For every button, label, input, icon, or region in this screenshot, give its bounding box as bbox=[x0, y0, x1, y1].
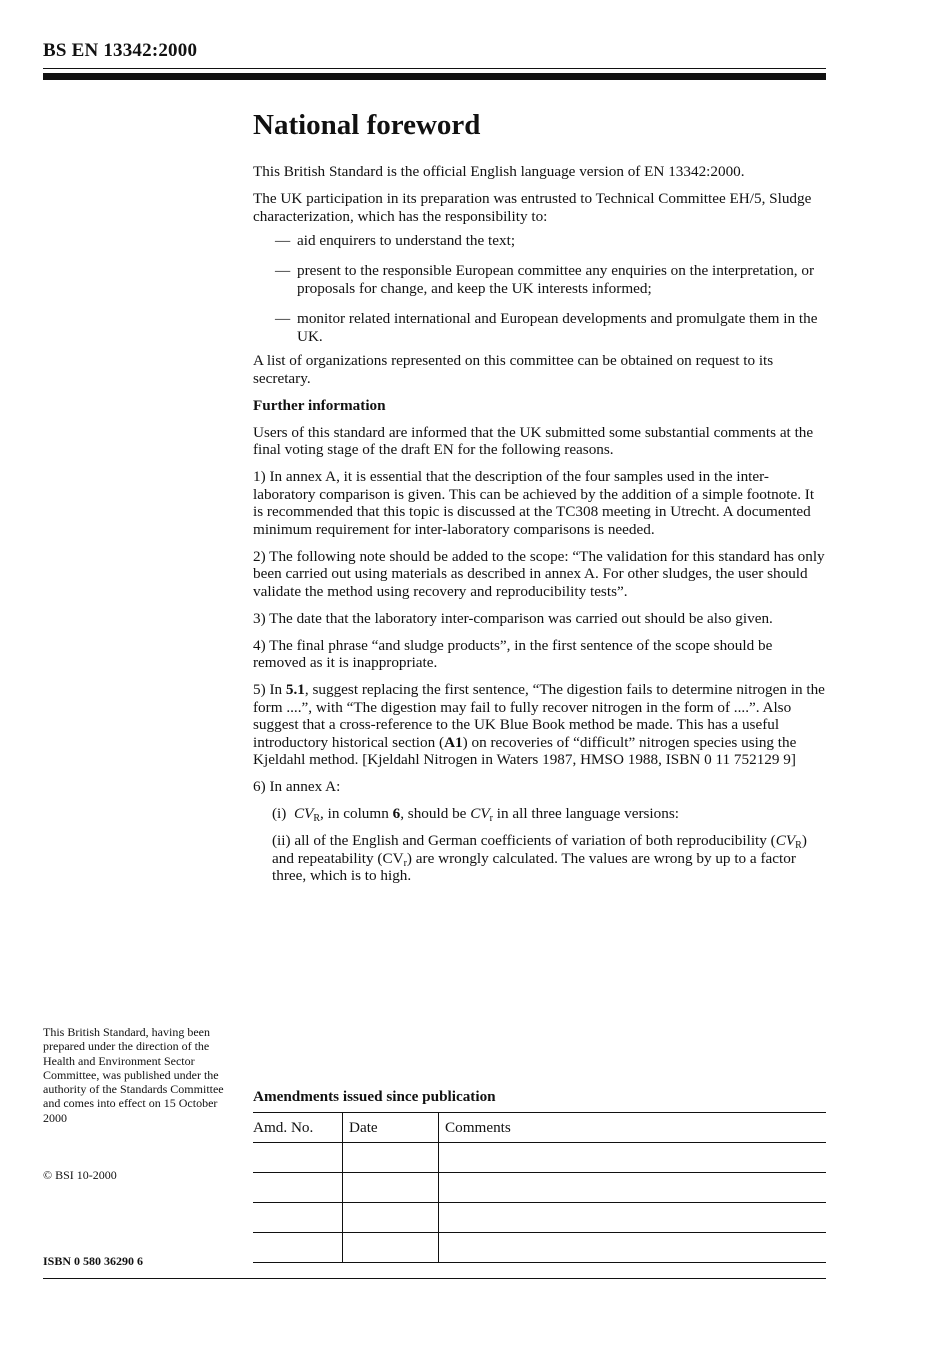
point-2: 2) The following note should be added to the scope: “The validation for this standard has only been carried out using materials as described in annex A. For other sludges, the user should validate the method using recovery and reproducibility tests”. bbox=[253, 547, 825, 600]
point-1: 1) In annex A, it is essential that the description of the four samples used in the inter-laboratory comparison is given. This can be achieved by the addition of a simple footnote. It is recommended that this topic is discussed at the TC308 meeting in Utrecht. A documented minimum requirement for inter-laboratory comparisons is needed. bbox=[253, 468, 815, 538]
further-information-heading: Further information bbox=[253, 396, 386, 414]
table-row bbox=[253, 1233, 826, 1263]
publication-note: This British Standard, having been prepared under the direction of the Health and Environment Sector Committee, was published under the authority of the Standards Committee and comes into effect on 15 October 2000 bbox=[43, 1025, 224, 1125]
footer-rule bbox=[43, 1278, 826, 1279]
list-item: — present to the responsible European committee any enquiries on the interpretation, or proposals for change, and keep the UK interests informed; bbox=[275, 262, 815, 297]
main-content bbox=[253, 108, 827, 894]
point-3: 3) The date that the laboratory inter-comparison was carried out should be also given. bbox=[253, 609, 773, 627]
document-code: BS EN 13342:2000 bbox=[43, 40, 198, 61]
column-header-amd-no: Amd. No. bbox=[253, 1113, 343, 1143]
participation-paragraph: The UK participation in its preparation was entrusted to Technical Committee EH/5, Sludge characterization, which has the responsibility to: bbox=[253, 190, 812, 225]
header-rule-thin bbox=[43, 68, 826, 69]
amendments-heading: Amendments issued since publication bbox=[253, 1088, 496, 1105]
table-row bbox=[253, 1203, 826, 1233]
point-5: 5) In 5.1, suggest replacing the first sentence, “The digestion fails to determine nitrogen in the form ....”, with “The digestion may fail to fully recover nitrogen in the form of ....”. Also suggest that a cross-reference to the UK Blue Book method be made. This has a useful introductory historical section (A1) on recoveries of “difficult” nitrogen species using the Kjeldahl method. [Kjeldahl Nitrogen in Waters 1987, HMSO 1988, ISBN 0 11 752129 9] bbox=[253, 681, 825, 768]
committee-list-paragraph: A list of organizations represented on this committee can be obtained on request to its secretary. bbox=[253, 352, 774, 387]
list-item: — monitor related international and European developments and promulgate them in the UK. bbox=[275, 310, 818, 345]
amendments-table bbox=[253, 1112, 826, 1263]
table-header-row bbox=[253, 1113, 826, 1143]
isbn-number: ISBN 0 580 36290 6 bbox=[43, 1254, 144, 1268]
intro-paragraph: This British Standard is the official English language version of EN 13342:2000. bbox=[253, 163, 745, 180]
column-header-comments: Comments bbox=[439, 1113, 827, 1143]
header-rule-thick bbox=[43, 73, 826, 80]
responsibilities-list bbox=[253, 232, 827, 346]
sub-point-i: (i) $CV_R$, in column 6, should be $CV_r$ in all three language versions: bbox=[272, 805, 679, 824]
copyright-note: © BSI 10-2000 bbox=[43, 1168, 117, 1182]
point-4: 4) The final phrase “and sludge products”, in the first sentence of the scope should be removed as it is inappropriate. bbox=[253, 636, 773, 671]
further-intro-paragraph: Users of this standard are informed that the UK submitted some substantial comments at the final voting stage of the draft EN for the following reasons. bbox=[253, 423, 814, 458]
list-item: — aid enquirers to understand the text; bbox=[275, 231, 516, 249]
point-6: 6) In annex A: bbox=[253, 778, 341, 795]
page-title: National foreword bbox=[253, 109, 481, 141]
sub-point-ii: (ii) all of the English and German coefficients of variation of both reproducibility $(CV_R)$ and repeatability $(CV_r)$ are wrongly calculated. The values are wrong by up to a factor three, which is to high. bbox=[272, 832, 807, 884]
table-row bbox=[253, 1143, 826, 1173]
column-header-date: Date bbox=[343, 1113, 439, 1143]
table-row bbox=[253, 1173, 826, 1203]
